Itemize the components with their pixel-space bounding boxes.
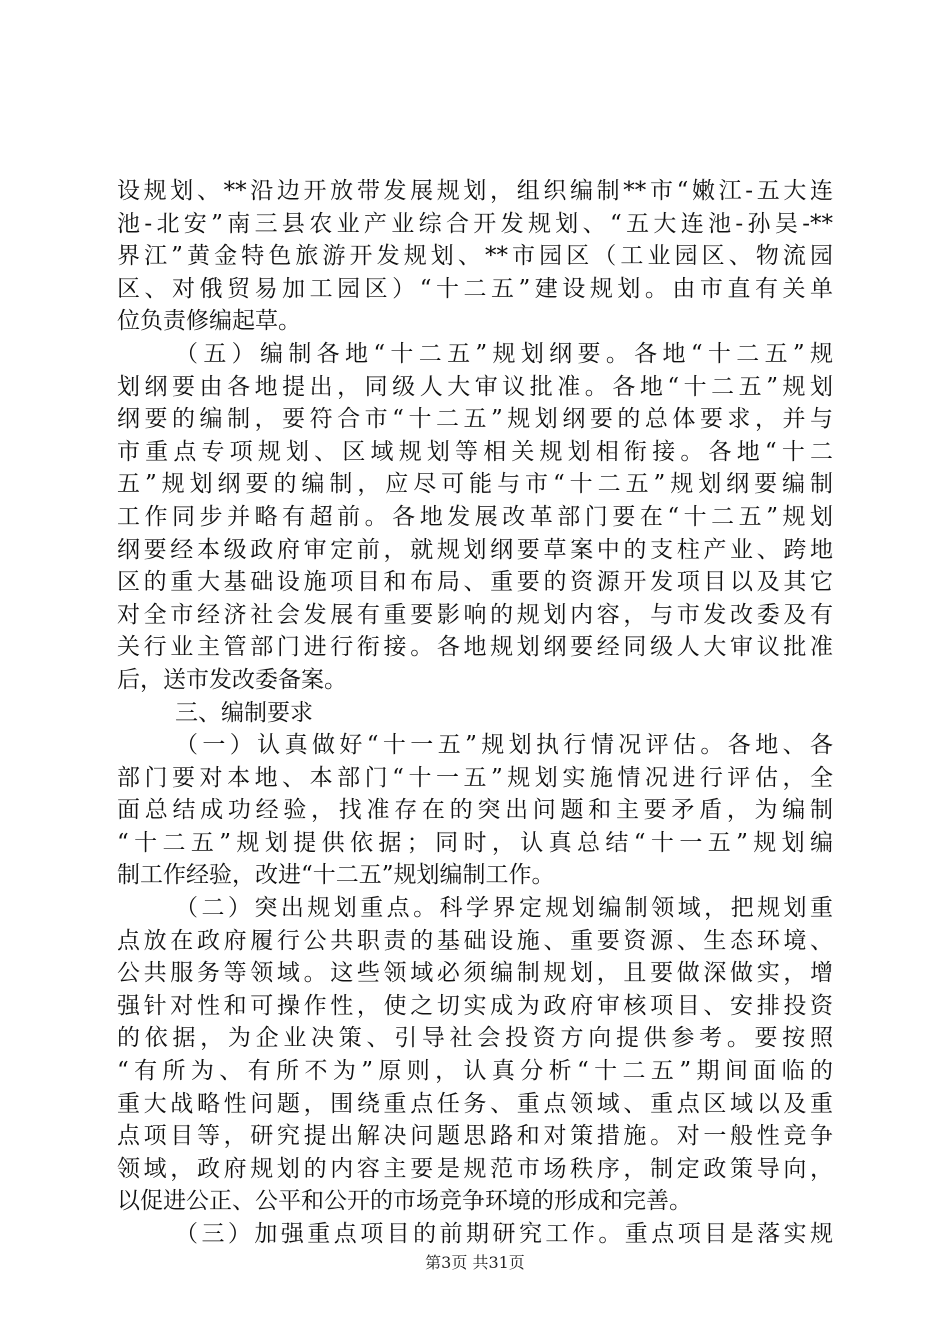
text-line: 工作同步并略有超前。各地发展改革部门要在“十二五”规划: [117, 503, 833, 530]
text-line: “有所为、有所不为”原则，认真分析“十二五”期间面临的: [117, 1058, 833, 1085]
text-line: 关行业主管部门进行衔接。各地规划纲要经同级人大审议批准: [117, 634, 833, 661]
text-line: 部门要对本地、本部门“十一五”规划实施情况进行评估，全: [117, 764, 833, 791]
page-footer: 第3页 共31页: [425, 1253, 525, 1272]
text-line: 以促进公正、公平和公开的市场竞争环境的形成和完善。: [117, 1188, 692, 1215]
text-line: “十二五”规划提供依据；同时，认真总结“十一五”规划编: [117, 829, 833, 856]
text-line: 划纲要由各地提出，同级人大审议批准。各地“十二五”规划: [117, 373, 833, 400]
text-line: 界江”黄金特色旅游开发规划、**市园区（工业园区、物流园: [117, 243, 833, 270]
text-line: 重大战略性问题，围绕重点任务、重点领域、重点区域以及重: [117, 1090, 833, 1117]
text-line: 的依据，为企业决策、引导社会投资方向提供参考。要按照: [117, 1025, 833, 1052]
text-line: 池-北安”南三县农业产业综合开发规划、“五大连池-孙吴-**: [117, 210, 833, 237]
text-line: 公共服务等领域。这些领域必须编制规划，且要做深做实，增: [117, 960, 833, 987]
text-line: 纲要的编制，要符合市“十二五”规划纲要的总体要求，并与: [117, 406, 833, 433]
text-line: 区、对俄贸易加工园区）“十二五”建设规划。由市直有关单: [117, 275, 833, 302]
text-line: 后，送市发改委备案。: [117, 666, 347, 693]
text-line: 制工作经验，改进“十二五”规划编制工作。: [117, 862, 555, 889]
text-line: 设规划、**沿边开放带发展规划，组织编制**市“嫩江-五大连: [117, 178, 833, 204]
text-line: 领域，政府规划的内容主要是规范市场秩序，制定政策导向，: [117, 1155, 833, 1182]
text-line: （五）编制各地“十二五”规划纲要。各地“十二五”规: [175, 340, 833, 367]
text-line: 市重点专项规划、区域规划等相关规划相衔接。各地“十二: [117, 438, 833, 465]
text-line: （三）加强重点项目的前期研究工作。重点项目是落实规: [175, 1221, 833, 1247]
text-line: 位负责修编起草。: [117, 308, 301, 335]
text-line: （二）突出规划重点。科学界定规划编制领域，把规划重: [175, 895, 833, 922]
text-line: 五”规划纲要的编制，应尽可能与市“十二五”规划纲要编制: [117, 471, 833, 498]
text-line: 对全市经济社会发展有重要影响的规划内容，与市发改委及有: [117, 601, 833, 628]
text-line: 面总结成功经验，找准存在的突出问题和主要矛盾，为编制: [117, 797, 833, 824]
text-line: 强针对性和可操作性，使之切实成为政府审核项目、安排投资: [117, 992, 833, 1019]
text-line: 点项目等，研究提出解决问题思路和对策措施。对一般性竞争: [117, 1123, 833, 1150]
document-body: [117, 175, 833, 1251]
text-line: 区的重大基础设施项目和布局、重要的资源开发项目以及其它: [117, 569, 833, 596]
text-line: 纲要经本级政府审定前，就规划纲要草案中的支柱产业、跨地: [117, 536, 833, 563]
text-line: 点放在政府履行公共职责的基础设施、重要资源、生态环境、: [117, 927, 833, 954]
section-heading: 三、编制要求: [175, 699, 313, 726]
text-line: （一）认真做好“十一五”规划执行情况评估。各地、各: [175, 732, 833, 759]
